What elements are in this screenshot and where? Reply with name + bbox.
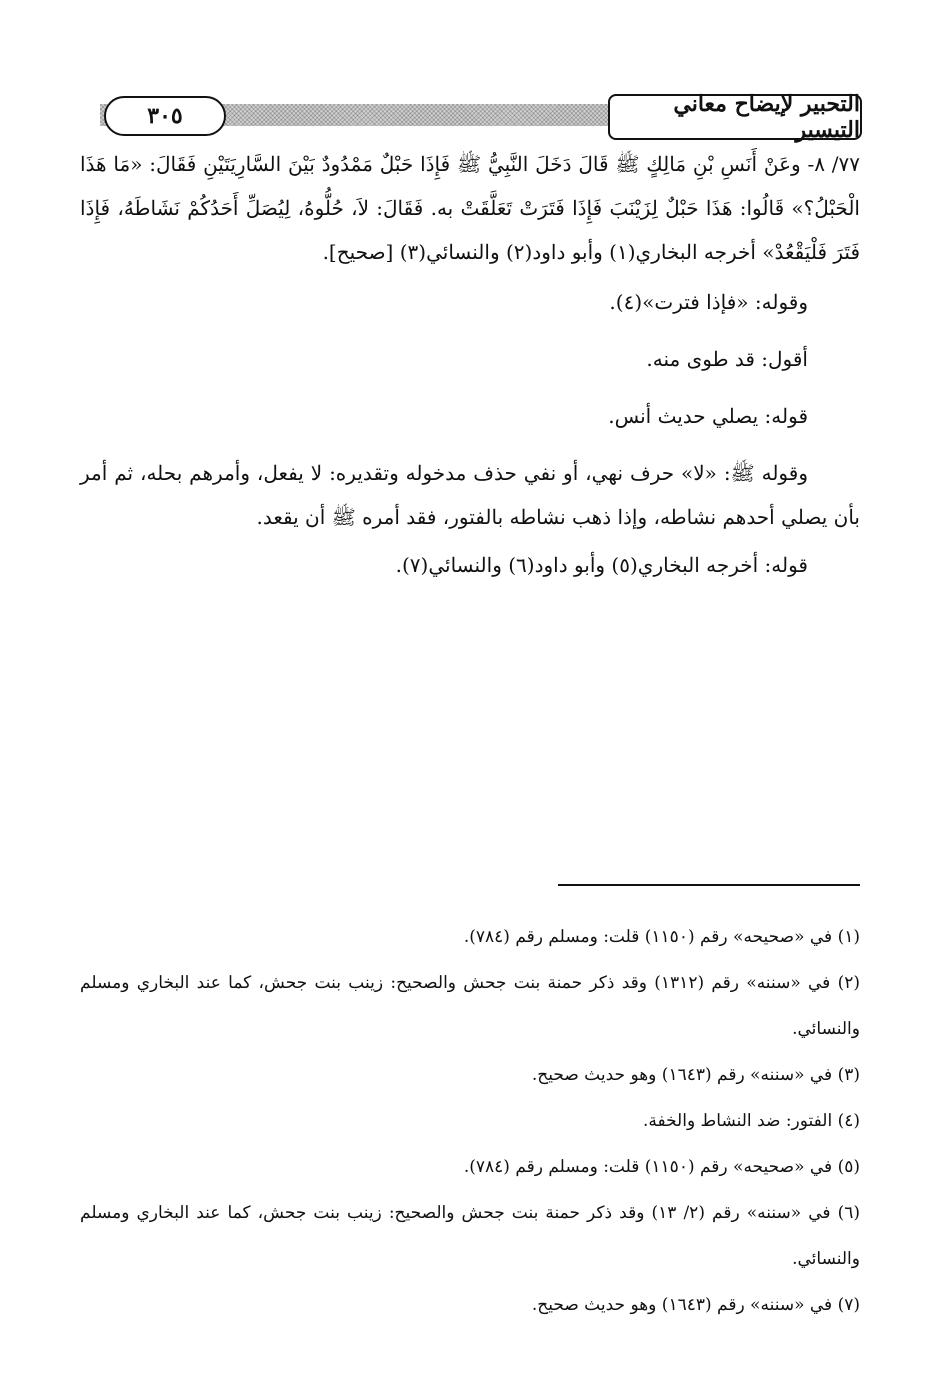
commentary-paragraph: وقوله: «فإذا فترت»(٤). [609,290,808,314]
page-header [80,91,862,143]
commentary-paragraph: قوله: أخرجه البخاري(٥) وأبو داود(٦) والنسائي(٧). [395,553,808,577]
footnote-separator [558,884,860,886]
commentary-paragraph: قوله: يصلي حديث أنس. [608,404,808,428]
footnotes [80,914,860,1328]
running-title: التحبير لإيضاح معاني التيسير [608,94,862,140]
commentary-paragraph: وقوله ﷺ: «لا» حرف نهي، أو نفي حذف مدخوله وتقديره: لا يفعل، وأمرهم بحله، ثم أمر بأن يصلي أحدهم نشاطه، وإذا ذهب نشاطه بالفتور، فقد أمره ﷺ أن يقعد. [80,461,860,529]
footnote: (٤) الفتور: ضد النشاط والخفة. [642,1111,860,1131]
footnote: (٧) في «سننه» رقم (١٦٤٣) وهو حديث صحيح. [531,1295,860,1315]
footnote: (٢) في «سننه» رقم (١٣١٢) وقد ذكر حمنة بنت جحش والصحيح: زينب بنت جحش، كما عند البخاري ومسلم والنسائي. [80,973,860,1039]
commentary-paragraph: أقول: قد طوى منه. [646,347,808,371]
footnote: (٦) في «سننه» رقم (٢/ ١٣) وقد ذكر حمنة بنت جحش والصحيح: زينب بنت جحش، كما عند البخاري ومسلم والنسائي. [80,1203,860,1269]
footnote: (٥) في «صحيحه» رقم (١١٥٠) قلت: ومسلم رقم (٧٨٤). [463,1157,860,1177]
footnote: (٣) في «سننه» رقم (١٦٤٣) وهو حديث صحيح. [531,1065,860,1085]
main-text [80,142,860,600]
footnote: (١) في «صحيحه» رقم (١١٥٠) قلت: ومسلم رقم (٧٨٤). [463,927,860,947]
page-number: ٣٠٥ [104,96,226,136]
hadith-paragraph: ٧٧/ ٨- وعَنْ أَنَسِ بْنِ مَالِكٍ ﷺ قَالَ دَخَلَ النَّبِيُّ ﷺ فَإِذَا حَبْلٌ مَمْدُودٌ بَيْنَ السَّارِيَتَيْنِ فَقَالَ: «مَا هَذَا الْحَبْلُ؟» قَالُوا: هَذَا حَبْلٌ لِزَيْنَبَ فَإِذَا فَتَرَتْ تَعَلَّقَتْ به. فَقَالَ: لاَ، حُلُّوهُ، لِيُصَلِّ أَحَدُكُمْ نَشَاطَهُ، فَإِذَا فَتَرَ فَلْيَقْعُدْ» أخرجه البخاري(١) وأبو داود(٢) والنسائي(٣) [صحيح]. [80,152,860,264]
